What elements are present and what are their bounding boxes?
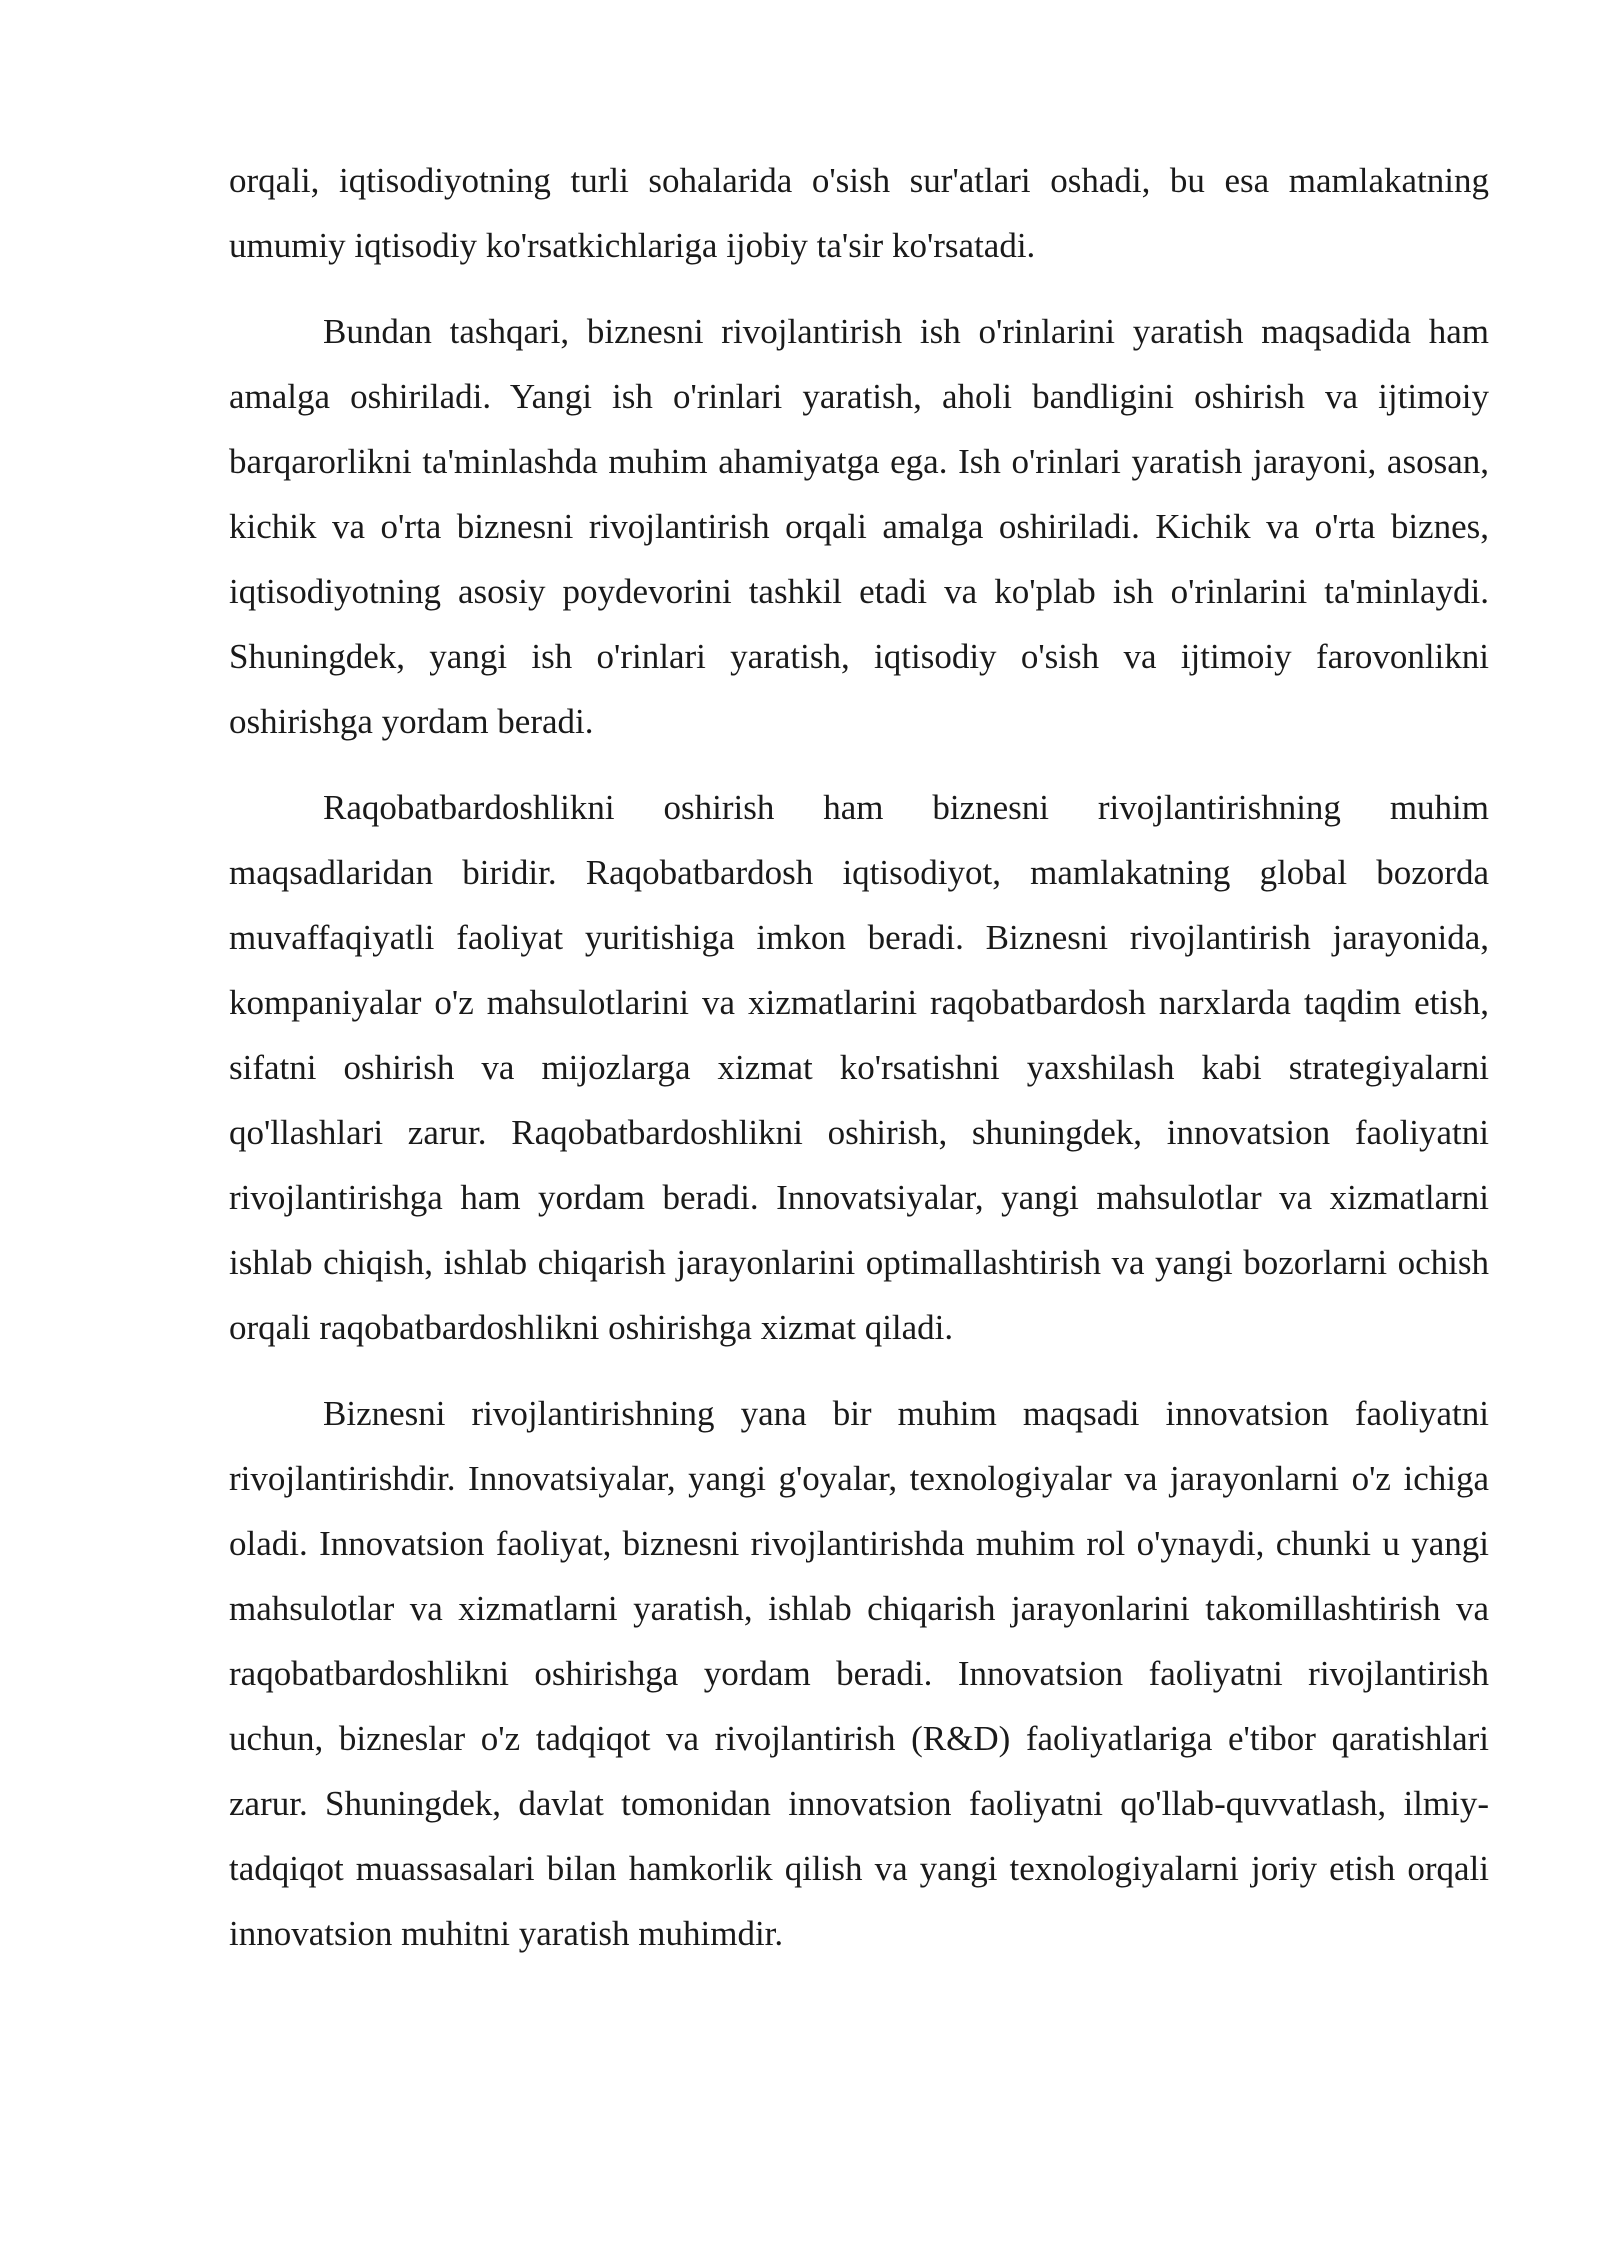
body-text [229, 148, 1489, 1987]
paragraph-innovation: Biznesni rivojlantirishning yana bir muhim maqsadi innovatsion faoliyatni rivojlantirishdir. Innovatsiyalar, yangi g'oyalar, texnologiyalar va jarayonlarni o'z ichiga oladi. Innovatsion faoliyat, biznesni rivojlantirishda muhim rol o'ynaydi, chunki u yangi mahsulotlar va xizmatlarni yaratish, ishlab chiqarish jarayonlarini takomillashtirish va raqobatbardoshlikni oshirishga yordam beradi. Innovatsion faoliyatni rivojlantirish uchun, bizneslar o'z tadqiqot va rivojlantirish (R&D) faoliyatlariga e'tibor qaratishlari zarur. Shuningdek, davlat tomonidan innovatsion faoliyatni qo'llab-quvvatlash, ilmiy-tadqiqot muassasalari bilan hamkorlik qilish va yangi texnologiyalarni joriy etish orqali innovatsion muhitni yaratish muhimdir. [229, 1394, 1489, 1953]
paragraph-jobs: Bundan tashqari, biznesni rivojlantirish ish o'rinlarini yaratish maqsadida ham amalga oshiriladi. Yangi ish o'rinlari yaratish, aholi bandligini oshirish va ijtimoiy barqarorlikni ta'minlashda muhim ahamiyatga ega. Ish o'rinlari yaratish jarayoni, asosan, kichik va o'rta biznesni rivojlantirish orqali amalga oshiriladi. Kichik va o'rta biznes, iqtisodiyotning asosiy poydevorini tashkil etadi va ko'plab ish o'rinlarini ta'minlaydi. Shuningdek, yangi ish o'rinlari yaratish, iqtisodiy o'sish va ijtimoiy farovonlikni oshirishga yordam beradi. [229, 312, 1489, 741]
paragraph-continued: orqali, iqtisodiyotning turli sohalarida o'sish sur'atlari oshadi, bu esa mamlakatning umumiy iqtisodiy ko'rsatkichlariga ijobiy ta'sir ko'rsatadi. [229, 161, 1489, 265]
paragraph-competitiveness: Raqobatbardoshlikni oshirish ham biznesni rivojlantirishning muhim maqsadlaridan biridir. Raqobatbardosh iqtisodiyot, mamlakatning global bozorda muvaffaqiyatli faoliyat yuritishiga imkon beradi. Biznesni rivojlantirish jarayonida, kompaniyalar o'z mahsulotlarini va xizmatlarini raqobatbardosh narxlarda taqdim etish, sifatni oshirish va mijozlarga xizmat ko'rsatishni yaxshilash kabi strategiyalarni qo'llashlari zarur. Raqobatbardoshlikni oshirish, shuningdek, innovatsion faoliyatni rivojlantirishga ham yordam beradi. Innovatsiyalar, yangi mahsulotlar va xizmatlarni ishlab chiqish, ishlab chiqarish jarayonlarini optimallashtirish va yangi bozorlarni ochish orqali raqobatbardoshlikni oshirishga xizmat qiladi. [229, 788, 1489, 1347]
